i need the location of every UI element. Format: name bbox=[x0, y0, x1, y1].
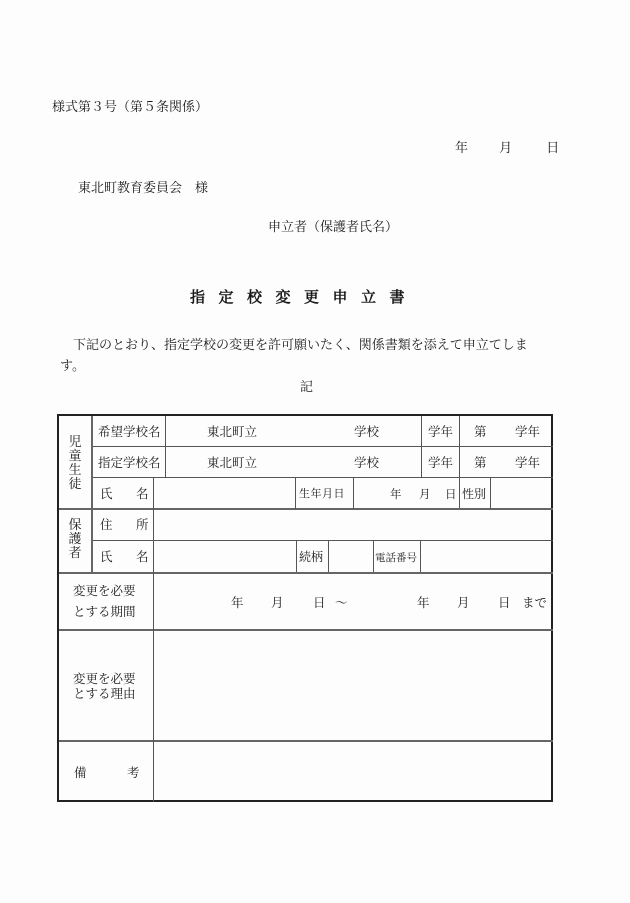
date-day: 日 bbox=[546, 141, 560, 156]
col-divider bbox=[459, 416, 460, 508]
section-divider bbox=[59, 629, 553, 631]
relation-label: 続柄 bbox=[299, 550, 324, 564]
col-divider bbox=[153, 509, 154, 572]
period-tilde: ～ bbox=[335, 595, 348, 610]
address-label-a: 住 bbox=[100, 517, 113, 532]
guardian-name-label-b: 名 bbox=[136, 549, 149, 564]
desired-school-label: 希望学校名 bbox=[98, 424, 161, 439]
guardian-section-text: 保護者 bbox=[68, 518, 82, 561]
col-divider bbox=[295, 477, 296, 509]
section-divider bbox=[59, 740, 553, 742]
title-char: 書 bbox=[389, 288, 405, 306]
desired-grade-label: 学年 bbox=[428, 424, 454, 439]
remarks-label-a: 備 bbox=[74, 765, 87, 780]
col-divider bbox=[153, 572, 154, 802]
col-divider bbox=[421, 416, 422, 477]
col-divider bbox=[420, 540, 421, 572]
addressee: 東北町教育委員会 様 bbox=[78, 181, 209, 196]
col-divider bbox=[490, 477, 491, 509]
desired-school-prefix: 東北町立 bbox=[207, 424, 258, 439]
title-char: 指 bbox=[190, 288, 206, 306]
period-label-line1: 変更を必要 bbox=[73, 583, 136, 598]
col-divider bbox=[165, 416, 166, 477]
title-char: 申 bbox=[332, 288, 348, 306]
title-char: 更 bbox=[304, 288, 320, 306]
col-divider bbox=[328, 540, 329, 572]
desired-school-suffix: 学校 bbox=[354, 424, 380, 439]
student-section-label bbox=[65, 436, 85, 492]
date-year: 年 bbox=[455, 141, 469, 156]
ki-label: 記 bbox=[300, 380, 314, 395]
col-divider bbox=[373, 540, 374, 572]
body-paragraph: 下記のとおり、指定学校の変更を許可願いたく、関係書類を添えて申立てします。 bbox=[60, 338, 528, 374]
period-label-line2: とする期間 bbox=[73, 604, 136, 619]
period-to-year: 年 bbox=[417, 595, 430, 610]
student-name-label-a: 氏 bbox=[100, 486, 113, 501]
birth-year: 年 bbox=[390, 487, 402, 501]
period-from-month: 月 bbox=[271, 595, 284, 610]
designated-school-label: 指定学校名 bbox=[98, 455, 161, 470]
designated-school-suffix: 学校 bbox=[354, 455, 380, 470]
row-divider bbox=[91, 540, 553, 541]
section-divider bbox=[59, 572, 553, 574]
period-to-month: 月 bbox=[457, 595, 470, 610]
designated-grade-label: 学年 bbox=[428, 455, 454, 470]
student-section-text: 児童生徒 bbox=[68, 435, 82, 492]
remarks-label-b: 考 bbox=[127, 765, 140, 780]
title-char: 校 bbox=[247, 288, 263, 306]
guardian-name-label-a: 氏 bbox=[100, 549, 113, 564]
birthdate-label: 生年月日 bbox=[299, 487, 345, 500]
date-month: 月 bbox=[499, 141, 513, 156]
section-divider bbox=[59, 508, 553, 510]
document-title bbox=[190, 286, 418, 307]
birth-day: 日 bbox=[445, 487, 457, 501]
col-divider bbox=[353, 477, 354, 509]
birth-month: 月 bbox=[419, 487, 431, 501]
reason-label-line1: 変更を必要 bbox=[73, 671, 136, 686]
reason-label-line2: とする理由 bbox=[73, 686, 136, 701]
title-char: 立 bbox=[361, 288, 377, 306]
col-divider bbox=[296, 540, 297, 572]
title-char: 定 bbox=[218, 288, 234, 306]
period-from-day: 日 bbox=[313, 595, 326, 610]
application-table bbox=[57, 414, 553, 802]
date-line bbox=[455, 137, 559, 156]
designated-grade-suffix: 学年 bbox=[515, 455, 541, 470]
period-until: まで bbox=[522, 595, 548, 610]
designated-school-prefix: 東北町立 bbox=[207, 455, 258, 470]
col-divider bbox=[153, 477, 154, 509]
phone-label: 電話番号 bbox=[375, 552, 417, 564]
applicant-label: 申立者（保護者氏名） bbox=[268, 220, 399, 235]
row-divider bbox=[91, 477, 553, 478]
form-number: 様式第３号（第５条関係） bbox=[52, 100, 209, 115]
guardian-section-label bbox=[65, 519, 85, 561]
designated-grade-prefix: 第 bbox=[474, 455, 487, 470]
title-char: 変 bbox=[275, 288, 291, 306]
period-to-day: 日 bbox=[498, 595, 511, 610]
col-divider bbox=[91, 416, 93, 572]
address-label-b: 所 bbox=[136, 517, 149, 532]
row-divider bbox=[91, 446, 553, 447]
period-from-year: 年 bbox=[231, 595, 244, 610]
student-name-label-b: 名 bbox=[136, 486, 149, 501]
desired-grade-prefix: 第 bbox=[474, 424, 487, 439]
gender-label: 性別 bbox=[462, 487, 487, 501]
desired-grade-suffix: 学年 bbox=[515, 424, 541, 439]
